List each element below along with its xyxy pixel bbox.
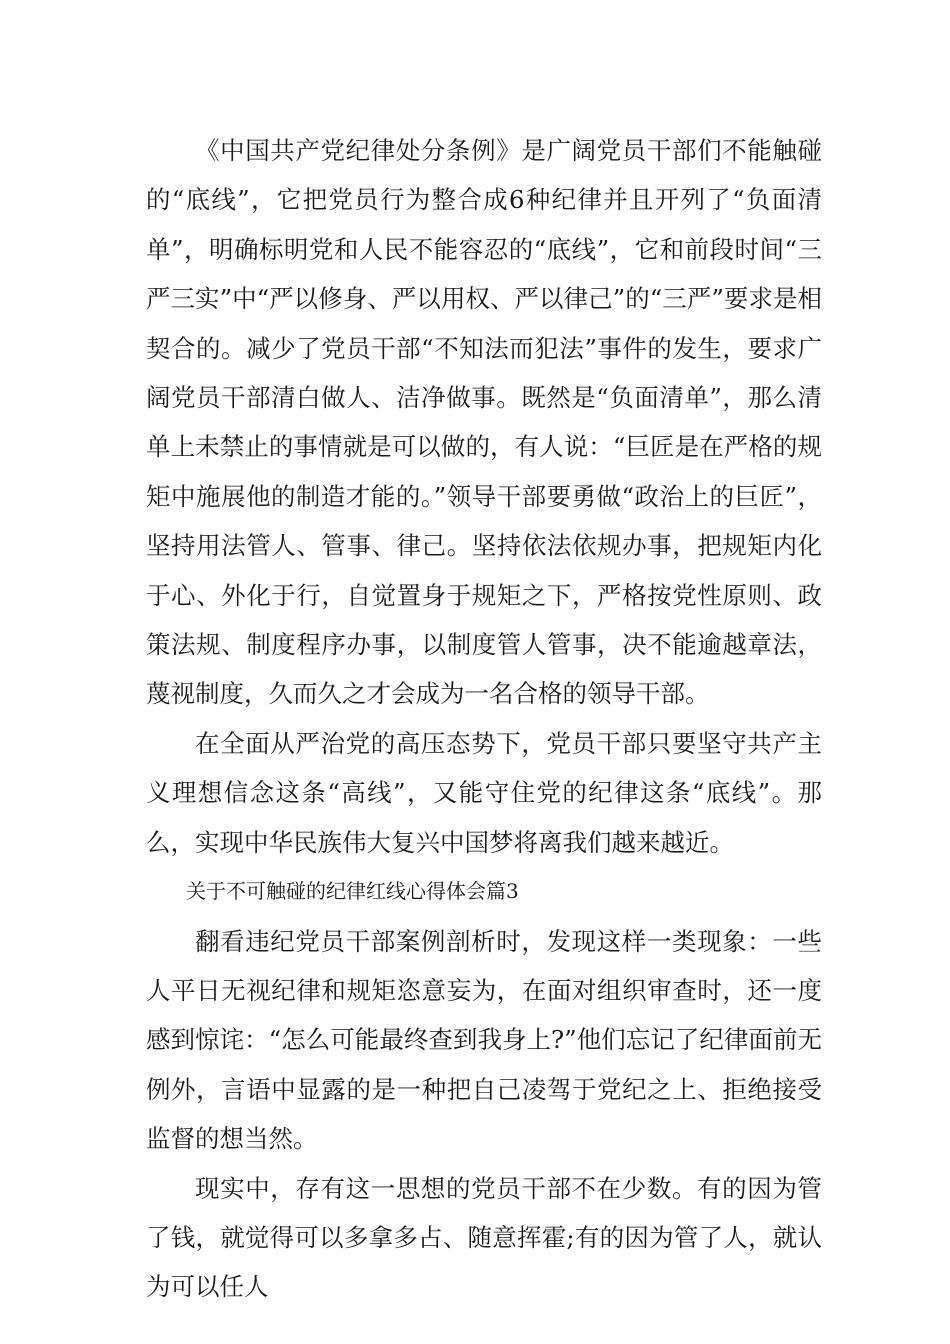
section-heading: 关于不可触碰的纪律红线心得体会篇3 xyxy=(186,879,519,904)
paragraph-strict-governance: 在全面从严治党的高压态势下，党员干部只要坚守共产主义理想信念这条“高线”，又能守住党的纪律这条“底线”。那么，实现中华民族伟大复兴中国梦将离我们越来越近。 xyxy=(146,728,822,857)
document-body xyxy=(146,126,822,1312)
paragraph-reality: 现实中，存有这一思想的党员干部不在少数。有的因为管了钱，就觉得可以多拿多占、随意挥霍;有的因为管了人，就认为可以任人 xyxy=(146,1173,822,1302)
paragraph-discipline-regulations: 《中国共产党纪律处分条例》是广阔党员干部们不能触碰的“底线”，它把党员行为整合成6种纪律并且开列了“负面清单”，明确标明党和人民不能容忍的“底线”，它和前段时间“三严三实”中“严以修身、严以用权、严以律己”的“三严”要求是相契合的。减少了党员干部“不知法而犯法”事件的发生，要求广阔党员干部清白做人、洁净做事。既然是“负面清单”，那么清单上未禁止的事情就是可以做的，有人说：“巨匠是在严格的规矩中施展他的制造才能的。”领导干部要勇做“政治上的巨匠”，坚持用法管人、管事、律己。坚持依法依规办事，把规矩内化于心、外化于行，自觉置身于规矩之下，严格按党性原则、政策法规、制度程序办事，以制度管人管事，决不能逾越章法，蔑视制度，久而久之才会成为一名合格的领导干部。 xyxy=(146,136,822,709)
paragraph-case-analysis: 翻看违纪党员干部案例剖析时，发现这样一类现象：一些人平日无视纪律和规矩恣意妄为，在面对组织审查时，还一度感到惊诧：“怎么可能最终查到我身上?”他们忘记了纪律面前无例外，言语中显露的是一种把自己凌驾于党纪之上、拒绝接受监督的想当然。 xyxy=(146,926,822,1154)
